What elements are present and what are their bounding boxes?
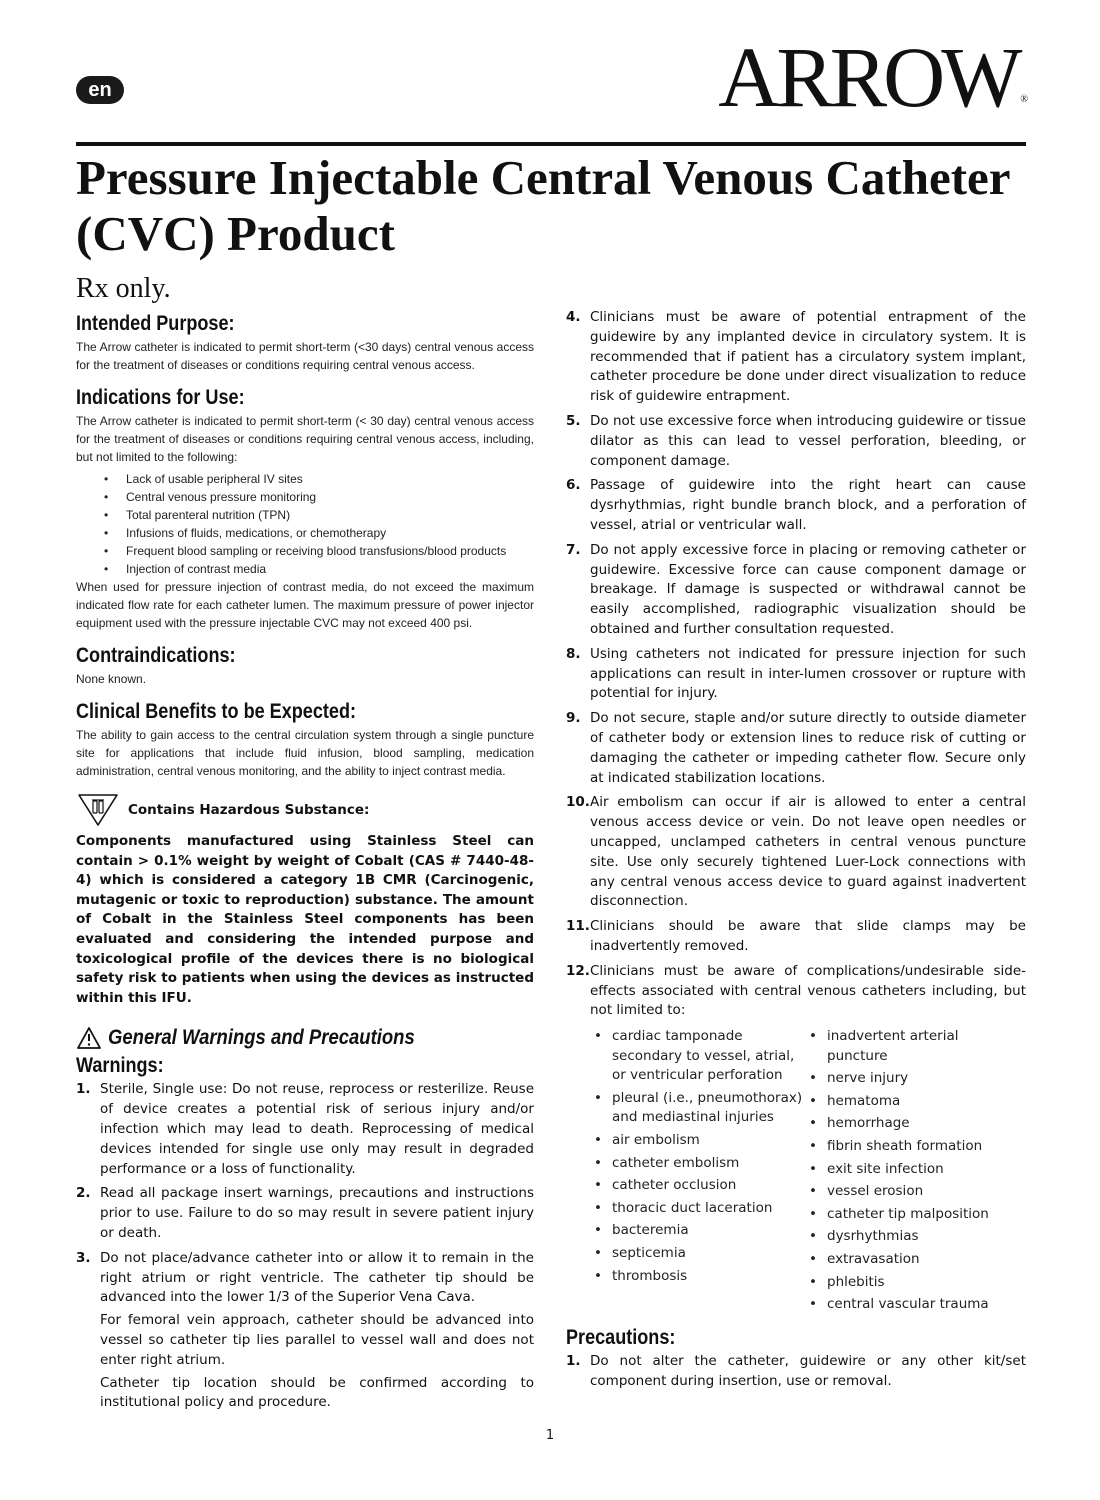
warnings-list-left: [76, 1080, 534, 1413]
list-item: • thoracic duct laceration: [590, 1199, 805, 1219]
warning-item-3: [76, 1249, 534, 1413]
list-item: • catheter tip malposition: [805, 1205, 1020, 1225]
warning-item-5: [566, 412, 1026, 471]
warning-item-4: [566, 308, 1026, 407]
warning-number: 3.: [76, 1249, 91, 1266]
indications-heading: Indications for Use:: [76, 386, 245, 409]
warning-text: Using catheters not indicated for pressure injection for such applications can result in inter-lumen crossover or rupture with potential for injury.: [590, 645, 1026, 702]
warning-text: Do not apply excessive force in placing or removing catheter or guidewire. Excessive force can cause component damage or breakage. If damage is suspected or withdrawal cannot be easily accomplished, radiographic visualization should be obtained and further consultation requested.: [590, 541, 1026, 637]
precautions-heading: Precautions:: [566, 1325, 676, 1349]
warning-item-8: [566, 645, 1026, 704]
list-item: • nerve injury: [805, 1069, 1020, 1089]
list-item: • Total parenteral nutrition (TPN): [104, 506, 534, 524]
list-item: • vessel erosion: [805, 1182, 1020, 1202]
warning-text: For femoral vein approach, catheter should be advanced into vessel so catheter tip lies parallel to vessel wall and does not enter right atrium.: [100, 1312, 534, 1368]
complications-column-right: [805, 1027, 1020, 1318]
warning-number: 12.: [566, 962, 590, 979]
list-item: • fibrin sheath formation: [805, 1137, 1020, 1157]
list-item: • inadvertent arterial puncture: [805, 1027, 1020, 1066]
contraindications-text: None known.: [76, 672, 147, 686]
warning-text: Do not place/advance catheter into or allow it to remain in the right atrium or right ventricle. The catheter tip should be advanced into the lower 1/3 of the Superior Vena Cava.: [100, 1249, 534, 1306]
warning-number: 5.: [566, 412, 581, 429]
general-warnings-heading: General Warnings and Precautions: [108, 1026, 415, 1050]
intended-purpose-text: The Arrow catheter is indicated to permit short-term (<30 days) central venous access for the treatment of diseases or conditions requiring central venous access.: [76, 340, 534, 372]
warning-text: Do not secure, staple and/or suture directly to outside diameter of catheter body or extension lines to reduce risk of cutting or damaging the catheter or impeding catheter flow. Secure only at indicated stabilization locations.: [590, 710, 1026, 786]
warning-item-11: [566, 917, 1026, 957]
clinical-benefits-text: The ability to gain access to the central circulation system through a single puncture site for applications that include fluid infusion, blood sampling, medication administration, central venous monitoring, and the ability to inject contrast media.: [76, 728, 534, 778]
warning-number: 8.: [566, 645, 581, 662]
warning-item-12: [566, 962, 1026, 1021]
page-number: 1: [545, 1428, 555, 1443]
rx-only: Rx only.: [76, 273, 171, 304]
list-item: • Injection of contrast media: [104, 560, 534, 578]
list-item: • central vascular trauma: [805, 1295, 1020, 1315]
warning-text: Clinicians must be aware of complications/undesirable side-effects associated with central venous catheters including, but not limited to:: [590, 962, 1026, 1019]
warning-text: Sterile, Single use: Do not reuse, reprocess or resterilize. Reuse of device creates a potential risk of serious injury and/or infection which may lead to death. Reprocessing of medical devices intended for single use only may result in degraded performance or a loss of functionality.: [100, 1081, 534, 1177]
indications-intro: The Arrow catheter is indicated to permit short-term (< 30 day) central venous access for the treatment of diseases or conditions requiring central venous access, including, but not limited to the following:: [76, 414, 534, 464]
list-item: • Lack of usable peripheral IV sites: [104, 470, 534, 488]
list-item: • extravasation: [805, 1250, 1020, 1270]
list-item: • pleural (i.e., pneumothorax) and mediastinal injuries: [590, 1089, 805, 1128]
warning-number: 2.: [76, 1185, 91, 1202]
warning-text: Passage of guidewire into the right heart can cause dysrhythmias, right bundle branch block, and a perforation of vessel, atrial or ventricular wall.: [590, 477, 1026, 533]
warning-item-10: [566, 793, 1026, 912]
warning-number: 9.: [566, 710, 581, 727]
list-item: • thrombosis: [590, 1267, 805, 1287]
header-rule: [76, 142, 1026, 146]
list-item: • air embolism: [590, 1131, 805, 1151]
list-item: • catheter embolism: [590, 1154, 805, 1174]
warning-item-1: [76, 1080, 534, 1179]
hazardous-substance-text: Components manufactured using Stainless Steel can contain > 0.1% weight by weight of Cobalt (CAS # 7440-48-4) which is considered a category 1B CMR (Carcinogenic, mutagenic or toxic to reproduction) substance. The amount of Cobalt in the Stainless Steel components has been evaluated and considering the intended purpose and toxicological profile of the devices there is no biological safety risk to patients when using the devices as instructed within this IFU.: [76, 833, 534, 1006]
contraindications-heading: Contraindications:: [76, 644, 236, 667]
registered-mark: ®: [1020, 94, 1028, 105]
list-item: • catheter occlusion: [590, 1176, 805, 1196]
indications-note: When used for pressure injection of contrast media, do not exceed the maximum indicated flow rate for each catheter lumen. The maximum pressure of power injector equipment used with the pressure injectable CVC may not exceed 400 psi.: [76, 580, 534, 630]
warning-triangle-icon: [76, 1026, 102, 1050]
list-item: • Infusions of fluids, medications, or chemotherapy: [104, 524, 534, 542]
list-item: • bacteremia: [590, 1221, 805, 1241]
warning-item-9: [566, 709, 1026, 788]
warning-text: Clinicians must be aware of potential entrapment of the guidewire by any implanted device in circulatory system. It is recommended that if patient has a circulatory system implant, catheter procedure be done under direct visualization to reduce risk of guidewire entrapment.: [590, 309, 1026, 405]
precaution-number: 1.: [566, 1352, 581, 1369]
warning-item-2: [76, 1184, 534, 1243]
list-item: • exit site infection: [805, 1160, 1020, 1180]
warning-text: Do not use excessive force when introducing guidewire or tissue dilator as this can lead to vessel perforation, bleeding, or component damage.: [590, 412, 1026, 469]
general-warnings-row: [76, 1024, 534, 1052]
warning-item-7: [566, 541, 1026, 640]
hazardous-substance-icon: [76, 792, 120, 828]
complications-column-left: [590, 1027, 805, 1318]
precaution-item-1: [566, 1352, 1026, 1392]
brand-logo: [718, 29, 1028, 125]
list-item: • dysrhythmias: [805, 1227, 1020, 1247]
left-column: [76, 310, 534, 1418]
clinical-benefits-heading: Clinical Benefits to be Expected:: [76, 700, 356, 723]
warning-text: Air embolism can occur if air is allowed to enter a central venous access device or vein. Do not leave open needles or uncapped, unclamped catheters in central venous puncture site. Use only securely tightened Luer-Lock connections with any central venous access device to guard against inadvertent disconnection.: [590, 794, 1026, 910]
list-item: • hemorrhage: [805, 1114, 1020, 1134]
list-item: • phlebitis: [805, 1273, 1020, 1293]
right-column: [566, 308, 1026, 1396]
indications-list: [76, 470, 534, 578]
warning-text: Read all package insert warnings, precautions and instructions prior to use. Failure to do so may result in severe patient injury or death.: [100, 1185, 534, 1241]
warning-number: 6.: [566, 477, 581, 494]
document-title: Pressure Injectable Central Venous Catheter (CVC) Product: [76, 150, 1010, 261]
list-item: • hematoma: [805, 1092, 1020, 1112]
brand-name: ARROW: [718, 29, 1019, 125]
warning-number: 1.: [76, 1081, 91, 1098]
warning-text: Catheter tip location should be confirmed according to institutional policy and procedure.: [100, 1374, 534, 1411]
warning-text: Clinicians should be aware that slide clamps may be inadvertently removed.: [590, 918, 1026, 954]
hazardous-substance-label: Contains Hazardous Substance:: [128, 802, 370, 818]
precaution-text: Do not alter the catheter, guidewire or any other kit/set component during insertion, use or removal.: [590, 1352, 1026, 1389]
warning-item-6: [566, 476, 1026, 535]
intended-purpose-heading: Intended Purpose:: [76, 312, 235, 335]
list-item: • septicemia: [590, 1244, 805, 1264]
warning-number: 4.: [566, 309, 581, 325]
language-badge: en: [76, 76, 124, 104]
list-item: • Central venous pressure monitoring: [104, 488, 534, 506]
list-item: • cardiac tamponade secondary to vessel, atrial, or ventricular perforation: [590, 1027, 805, 1086]
warning-number: 7.: [566, 541, 581, 558]
warning-number: 10.: [566, 794, 590, 811]
warning-number: 11.: [566, 918, 590, 935]
hazardous-substance-row: [76, 792, 534, 828]
warnings-heading: Warnings:: [76, 1054, 164, 1078]
precautions-list: [566, 1352, 1026, 1392]
warnings-list-right: [566, 308, 1026, 1021]
list-item: • Frequent blood sampling or receiving blood transfusions/blood products: [104, 542, 534, 560]
complications-list: [590, 1027, 1026, 1318]
